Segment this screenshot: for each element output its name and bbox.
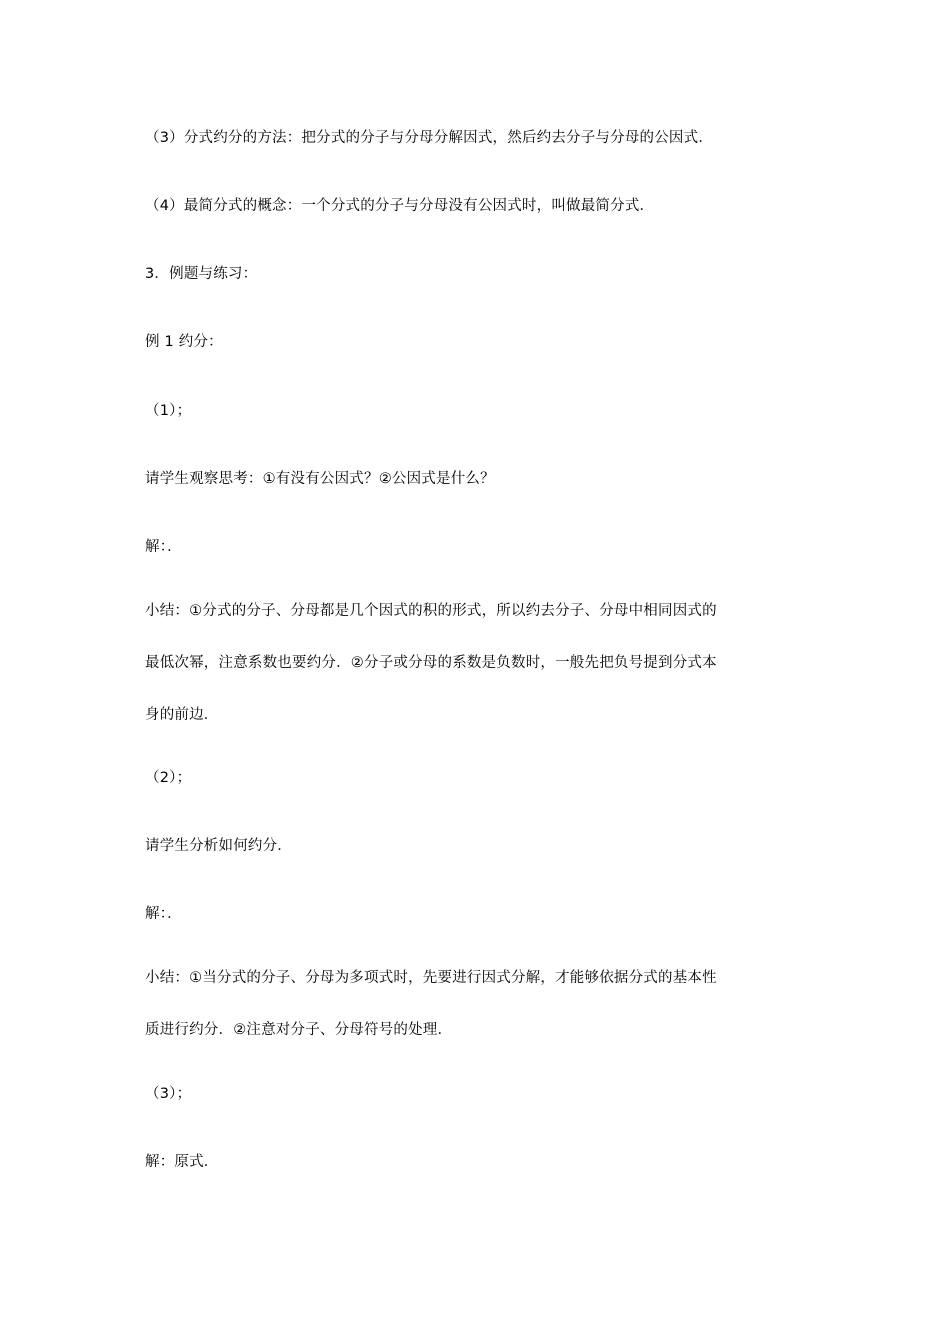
summary-1-line-1: 小结：①分式的分子、分母都是几个因式的积的形式，所以约去分子、分母中相同因式的 — [145, 603, 717, 619]
prompt-analyze: 请学生分析如何约分． — [145, 838, 292, 854]
paragraph-reduction-method: （3）分式约分的方法：把分式的分子与分母分解因式，然后约去分子与分母的公因式． — [145, 130, 714, 146]
solution-2: 解：． — [145, 906, 182, 922]
paragraph-simplest-fraction-concept: （4）最简分式的概念：一个分式的分子与分母没有公因式时，叫做最简分式． — [145, 198, 655, 214]
solution-1: 解：． — [145, 539, 182, 555]
summary-2-line-2: 质进行约分．②注意对分子、分母符号的处理． — [145, 1022, 453, 1038]
summary-2-line-1: 小结：①当分式的分子、分母为多项式时，先要进行因式分解，才能够依据分式的基本性 — [145, 970, 717, 986]
section-heading-examples: 3．例题与练习： — [145, 266, 258, 282]
example-1-part-2: （2）； — [145, 770, 192, 786]
example-1-part-3: （3）； — [145, 1086, 192, 1102]
solution-3: 解：原式． — [145, 1154, 219, 1170]
prompt-observe: 请学生观察思考：①有没有公因式？②公因式是什么？ — [145, 471, 495, 487]
example-1-heading: 例 1 约分： — [145, 334, 223, 350]
example-1-part-1: （1）； — [145, 403, 192, 419]
summary-1-line-3: 身的前边． — [145, 707, 219, 723]
summary-1-line-2: 最低次幂，注意系数也要约分．②分子或分母的系数是负数时，一般先把负号提到分式本 — [145, 655, 717, 671]
